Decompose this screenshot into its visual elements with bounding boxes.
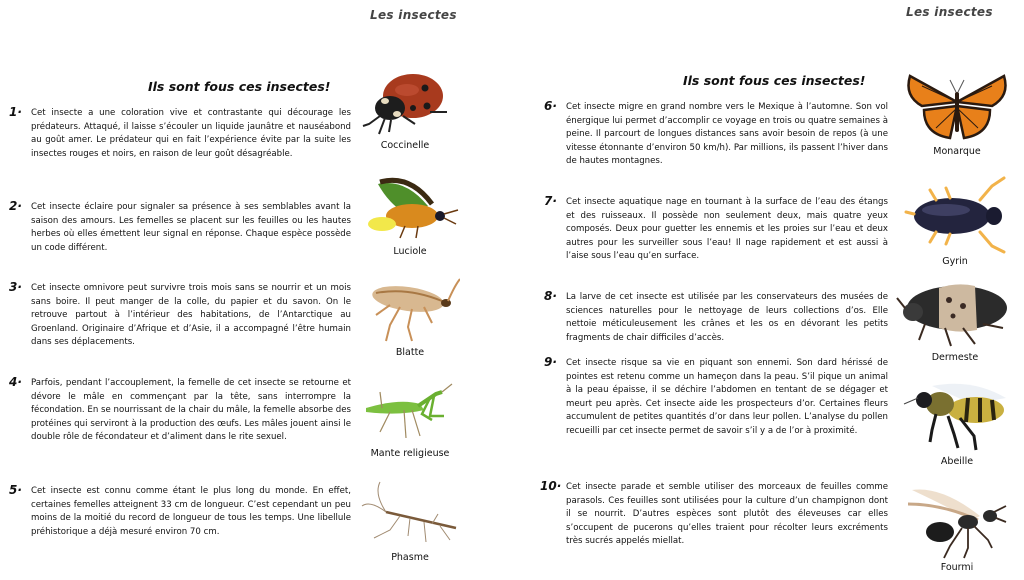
figure-caption: Coccinelle [380,140,430,151]
figure-caption: Phasme [391,552,429,563]
figure-caption: Luciole [393,246,427,257]
figure-gyrin [895,176,1015,267]
insect-entry-8 [544,289,888,345]
entry-text: Parfois, pendant l’accouplement, la femelle de cet insecte se retourne et dévore le mâle en commençant par la tête, sans interrompre la fécondation. En se nourrissant de la chair du mâle, la femelle absorbe des protéines qui serviront à la production des œufs. Les mâles jouent ainsi le double rôle de fécondateur et d’aliment dans le rite sexuel. [31,378,351,443]
entry-number: 7· [544,194,557,208]
entry-text: Cet insecte aquatique nage en tournant à la surface de l’eau des étangs et des ruisseaux. Il possède non seulement deux, mais quatre yeux composés. Deux pour guetter les ennemis et les proies sur l’eau et deux autres pour les surveiller sous l’eau! Il nage rapidement et est aussi à l’aise sous l’eau qu’en surface. [566,197,888,262]
entry-number: 5· [9,483,22,497]
entry-number: 4· [9,375,22,389]
entry-text: Cet insecte migre en grand nombre vers le Mexique à l’automne. Son vol énergique lui permet d’accomplir ce voyage en trois ou quatre semaines à peine. Il parcourt de longues distances sans avoir besoin de repos (à une vitesse étonnante d’environ 50 km/h). Par millions, ils passent l’hiver dans de hautes montagnes. [566,102,888,167]
figure-caption: Gyrin [942,256,968,267]
figure-blatte [350,275,470,358]
insect-entry-3 [9,280,351,350]
page-header: Les insectes [906,5,993,19]
figure-coccinelle [345,68,465,151]
stick-insect-image [360,478,460,550]
figure-fourmi [897,482,1017,573]
figure-caption: Monarque [933,146,981,157]
figure-caption: Abeille [940,456,974,467]
insect-entry-4 [9,375,351,445]
entry-number: 6· [544,99,557,113]
insect-entry-2 [9,199,351,255]
figure-dermeste [895,278,1015,363]
figure-luciole [350,172,470,257]
entry-number: 9· [544,355,557,369]
figure-mante [350,380,470,459]
firefly-image [360,172,460,244]
entry-text: Cet insecte éclaire pour signaler sa présence à ses semblables avant la saison des amours. Les femelles se placent sur les feuilles ou les hautes herbes où elles émettent leur signal en réponse. Chaque espèce possède un code différent. [31,202,351,253]
page-subtitle: Ils sont fous ces insectes! [148,79,331,94]
whirligig-beetle-image [900,176,1010,254]
entry-number: 1· [9,105,22,119]
insect-entry-5 [9,483,351,539]
insect-entry-7 [544,194,888,264]
bee-image [902,378,1012,454]
insect-entry-1 [9,105,351,161]
insect-entry-10 [540,479,888,549]
entry-text: Cet insecte a une coloration vive et contrastante qui décourage les prédateurs. Attaqué, il laisse s’écouler un liquide jaunâtre et nauséabond au goût amer. Le prédateur qui en fait l’expérience évite par la suite les insectes rouges et noirs, en raison de leur goût désagréable. [31,108,351,159]
entry-number: 10· [540,479,562,493]
figure-phasme [350,478,470,563]
figure-caption: Blatte [395,347,425,358]
entry-number: 2· [9,199,22,213]
dermestid-beetle-image [895,278,1015,350]
figure-caption: Dermeste [931,352,979,363]
entry-number: 3· [9,280,22,294]
monarch-butterfly-image [902,72,1012,144]
ladybug-image [355,68,455,138]
ant-image [902,482,1012,560]
figure-abeille [897,378,1017,467]
page-header: Les insectes [370,8,457,22]
page-subtitle: Ils sont fous ces insectes! [683,73,866,88]
entry-text: Cet insecte risque sa vie en piquant son ennemi. Son dard hérissé de pointes est retenu comme un hameçon dans la peau. S’il pique un animal à la peau épaisse, il se déchire l’abdomen en tentant de se dégager et meurt peu après. Cet insecte aide les prospecteurs d’or. Certaines fleurs accumulent de petites quantités d’or dans leur pollen. L’analyse du pollen recueilli par cet insecte permet de savoir s’il y a de l’or à proximité. [566,358,888,436]
figure-monarque [897,72,1017,157]
entry-text: Cet insecte est connu comme étant le plus long du monde. En effet, certaines femelles atteignent 33 cm de longueur. C’est cependant un peu moins de la moitié du record de longueur de tous les temps. Une libellule préhistorique a déjà mesuré environ 70 cm. [31,486,351,537]
insect-entry-9 [544,355,888,439]
mantis-image [360,380,460,446]
entry-text: La larve de cet insecte est utilisée par les conservateurs des musées de sciences naturelles pour le nettoyage de leurs collections d’os. Elle nettoie méticuleusement les crânes et les os en dévorant les petits fragments de chair difficiles d’accès. [566,292,888,343]
figure-caption: Fourmi [940,562,974,573]
cockroach-image [360,275,460,345]
entry-text: Cet insecte omnivore peut survivre trois mois sans se nourrir et un mois sans boire. Il peut manger de la colle, du papier et du savon. On le retrouve partout à l’intérieur des habitations, de l’Antarctique au Groenland. Originaire d’Afrique et d’Asie, il a accompagné l’être humain dans ses déplacements. [31,283,351,348]
entry-text: Cet insecte parade et semble utiliser des morceaux de feuilles comme parasols. Ces feuilles sont utilisées pour la culture d’un champignon dont il se nourrit. D’autres espèces sont plutôt des éleveuses car elles s’occupent de pucerons qu’elles traient pour récolter leurs excréments très sucrés appelés miellat. [566,482,888,547]
insect-entry-6 [544,99,888,169]
figure-caption: Mante religieuse [370,448,450,459]
entry-number: 8· [544,289,557,303]
